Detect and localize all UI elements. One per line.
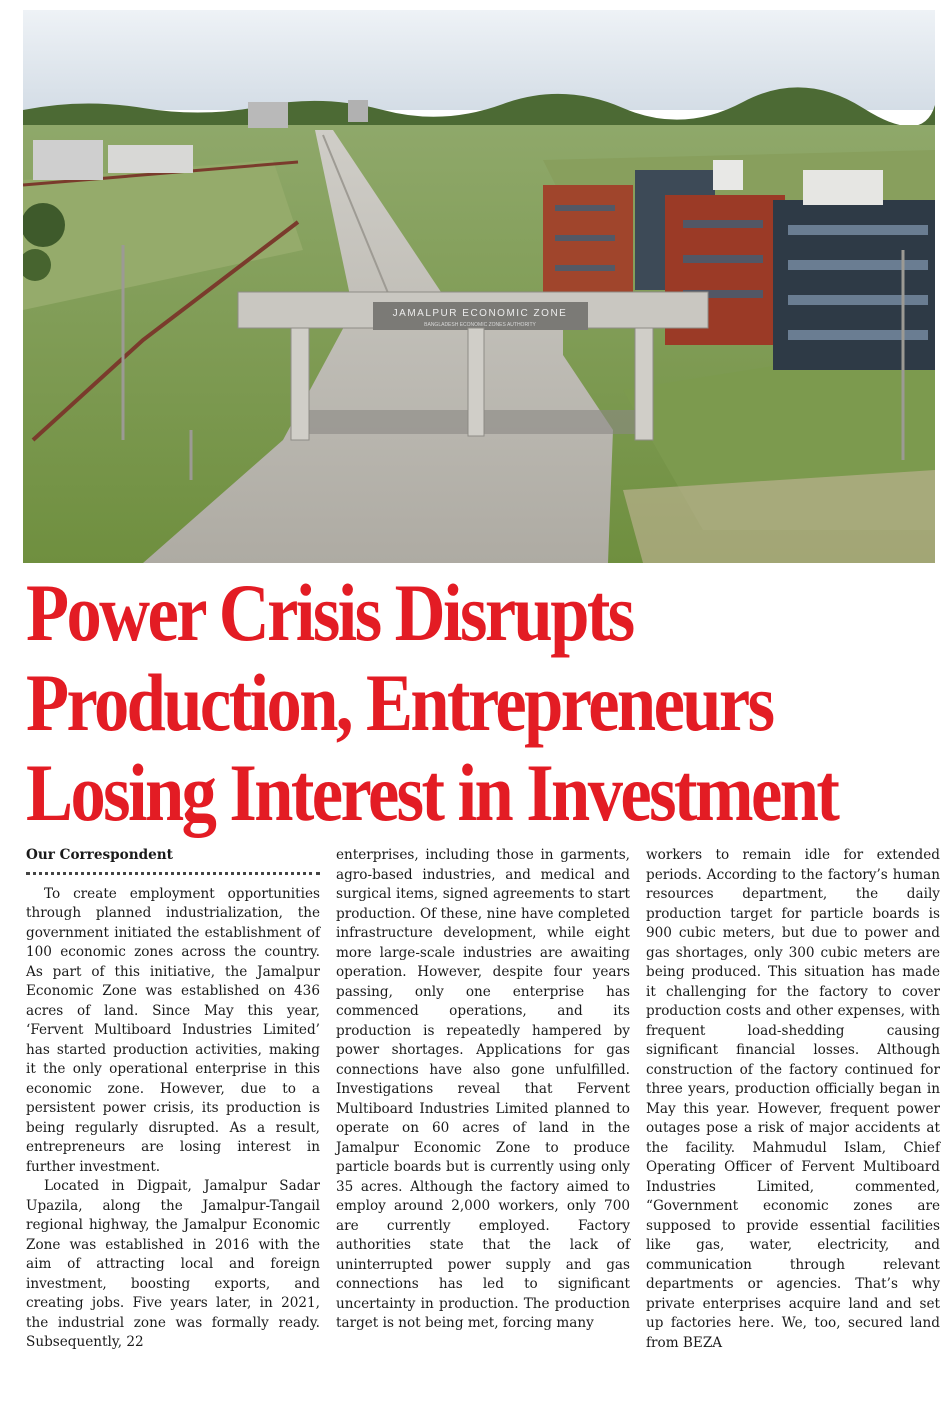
headline-line-2: Production, Entrepreneurs bbox=[26, 657, 773, 748]
aerial-photo-economic-zone-gate bbox=[23, 10, 935, 563]
article-photo bbox=[23, 10, 935, 563]
article-column-3 bbox=[646, 846, 940, 1353]
headline-line-1: Power Crisis Disrupts bbox=[26, 567, 633, 658]
byline: Our Correspondent bbox=[26, 846, 320, 875]
paragraph-1: To create employment opportunities through planned industrialization, the government initiated the establishment of 100 economic zones across the country. As part of this initiative, the Jamalpur Economic Zone was established on 436 acres of land. Since May this year, ‘Fervent Multiboard Industries Limited’ has started production activities, making it the only operational enterprise in this economic zone. However, due to a persistent power crisis, its production is being regularly disrupted. As a result, entrepreneurs are losing interest in further investment. bbox=[26, 885, 320, 1175]
gate-sign: JAMALPUR ECONOMIC ZONE bbox=[392, 308, 568, 319]
paragraph-2: Located in Digpait, Jamalpur Sadar Upazila, along the Jamalpur-Tangail regional highway, the Jamalpur Economic Zone was established in 2016 with the aim of attracting local and foreign investment, boosting exports, and creating jobs. Five years later, in 2021, the industrial zone was formally ready. Subsequently, 22 bbox=[26, 1178, 320, 1350]
headline-line-3: Losing Interest in Investment bbox=[26, 747, 838, 838]
economic-zone-gate bbox=[238, 292, 708, 440]
paragraph-2-continued: enterprises, including those in garments, agro-based industries, and medical and surgical items, signed agreements to start production. Of these, nine have completed infrastructure development, while eight more large-scale industries are awaiting operation. However, despite four years passing, only one enterprise has commenced operations, and its production is repeatedly hampered by power shortages. Applications for gas connections have also gone unfulfilled. Investigations reveal that Fervent Multiboard Industries Limited planned to operate on 60 acres of land in the Jamalpur Economic Zone to produce particle boards but is currently using only 35 acres. Although the factory aimed to employ around 2,000 workers, only 700 are currently employed. Factory authorities state that the lack of uninterrupted power supply and gas connections has led to significant uncertainty in production. The production target is not being met, forcing many bbox=[336, 847, 630, 1331]
gate-subsign: BANGLADESH ECONOMIC ZONES AUTHORITY bbox=[424, 322, 536, 328]
article-column-1 bbox=[26, 846, 320, 1353]
headline bbox=[26, 567, 838, 838]
article-column-2 bbox=[336, 846, 630, 1334]
paragraph-2-continued-2: workers to remain idle for extended periods. According to the factory’s human resources department, the daily production target for particle boards is 900 cubic meters, but due to power and gas shortages, only 300 cubic meters are being produced. This situation has made it challenging for the factory to cover production costs and other expenses, with frequent load-shedding causing significant financial losses. Although construction of the factory continued for three years, production officially began in May this year. However, frequent power outages pose a risk of major accidents at the facility. Mahmudul Islam, Chief Operating Officer of Fervent Multiboard Industries Limited, commented, “Government economic zones are supposed to provide essential facilities like gas, water, electricity, and communication through relevant departments or agencies. That’s why private enterprises acquire land and set up factories here. We, too, secured land from BEZA bbox=[646, 847, 940, 1351]
